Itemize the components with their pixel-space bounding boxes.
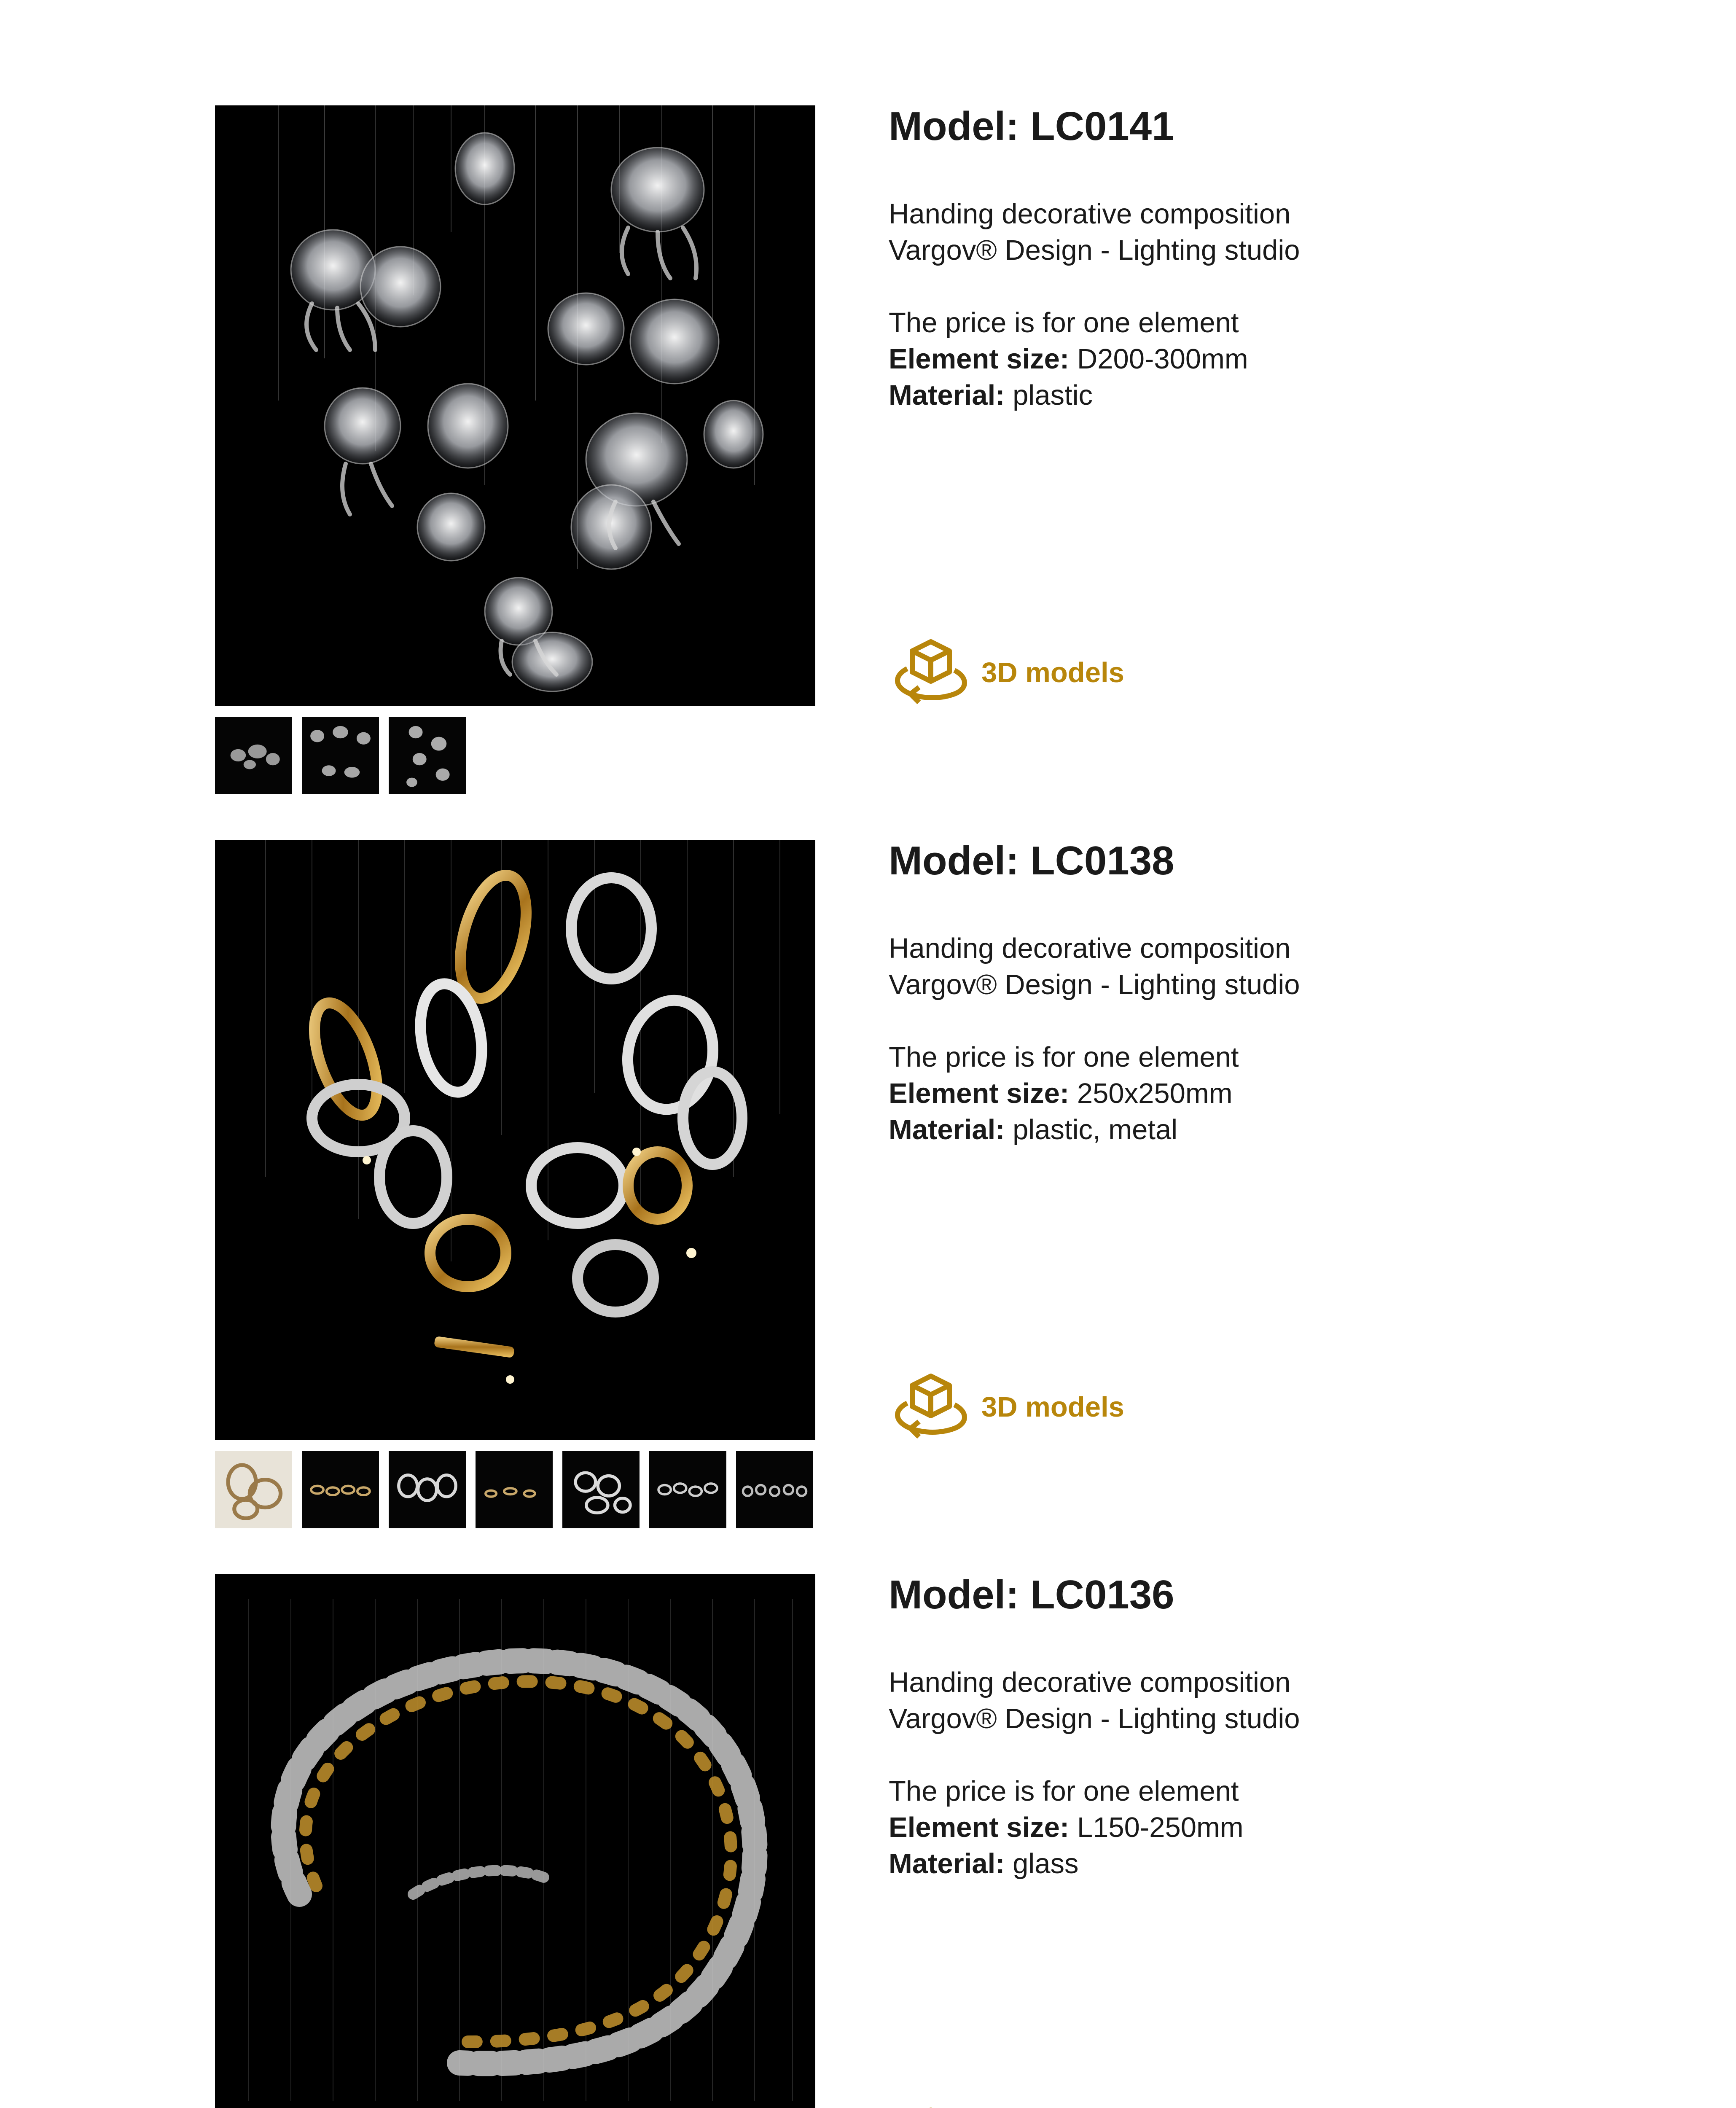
material-label: Material: bbox=[889, 1114, 1005, 1145]
3d-models-link[interactable] bbox=[889, 1371, 1124, 1443]
product-description bbox=[889, 196, 1300, 414]
thumbnail[interactable] bbox=[476, 1451, 553, 1528]
price-note: The price is for one element bbox=[889, 1775, 1239, 1807]
product-description bbox=[889, 930, 1300, 1148]
size-label: Element size: bbox=[889, 343, 1070, 375]
studio-line: Vargov® Design - Lighting studio bbox=[889, 234, 1300, 266]
thumbnail[interactable] bbox=[389, 1451, 466, 1528]
material-label: Material: bbox=[889, 1848, 1005, 1879]
size-label: Element size: bbox=[889, 1078, 1070, 1109]
size-value: D200-300mm bbox=[1069, 343, 1248, 375]
size-label: Element size: bbox=[889, 1812, 1070, 1843]
product-lc0141 bbox=[0, 105, 1736, 822]
rings-chandelier-image bbox=[215, 840, 815, 1440]
material bbox=[889, 1112, 1300, 1148]
3d-models-label: 3D models bbox=[981, 656, 1124, 688]
product-main-image[interactable] bbox=[215, 105, 815, 706]
3d-models-link[interactable] bbox=[889, 637, 1124, 708]
fish-swirl-chandelier-image bbox=[215, 1574, 815, 2108]
product-description bbox=[889, 1664, 1300, 1882]
thumbnail[interactable] bbox=[649, 1451, 726, 1528]
3d-cube-rotate-icon bbox=[889, 637, 973, 708]
material-value: plastic, metal bbox=[1005, 1114, 1178, 1145]
product-lc0136 bbox=[0, 1574, 1736, 2108]
element-size bbox=[889, 1076, 1300, 1112]
product-main-image[interactable] bbox=[215, 1574, 815, 2108]
material bbox=[889, 377, 1300, 414]
3d-models-label: 3D models bbox=[981, 1391, 1124, 1423]
element-size bbox=[889, 341, 1300, 377]
thumbnail[interactable] bbox=[302, 717, 379, 794]
material-label: Material: bbox=[889, 379, 1005, 411]
model-title: Model: LC0136 bbox=[889, 1572, 1174, 1617]
thumbnail[interactable] bbox=[389, 717, 466, 794]
element-size bbox=[889, 1810, 1300, 1846]
3d-cube-rotate-icon bbox=[889, 2105, 973, 2108]
3d-models-link[interactable] bbox=[889, 2105, 1124, 2108]
material-value: plastic bbox=[1005, 379, 1093, 411]
product-main-image[interactable] bbox=[215, 840, 815, 1440]
thumbnail[interactable] bbox=[215, 1451, 292, 1528]
studio-line: Vargov® Design - Lighting studio bbox=[889, 969, 1300, 1000]
studio-line: Vargov® Design - Lighting studio bbox=[889, 1703, 1300, 1734]
size-value: 250x250mm bbox=[1069, 1078, 1233, 1109]
material bbox=[889, 1846, 1300, 1882]
description-line: Handing decorative composition bbox=[889, 1667, 1291, 1698]
thumbnail[interactable] bbox=[562, 1451, 640, 1528]
product-lc0138 bbox=[0, 840, 1736, 1557]
size-value: L150-250mm bbox=[1069, 1812, 1244, 1843]
model-title: Model: LC0138 bbox=[889, 838, 1174, 883]
3d-cube-rotate-icon bbox=[889, 1371, 973, 1443]
thumbnail[interactable] bbox=[302, 1451, 379, 1528]
thumbnail[interactable] bbox=[736, 1451, 813, 1528]
description-line: Handing decorative composition bbox=[889, 198, 1291, 230]
price-note: The price is for one element bbox=[889, 1041, 1239, 1073]
material-value: glass bbox=[1005, 1848, 1079, 1879]
price-note: The price is for one element bbox=[889, 307, 1239, 339]
description-line: Handing decorative composition bbox=[889, 933, 1291, 964]
jellyfish-chandelier-image bbox=[215, 105, 815, 706]
thumbnail[interactable] bbox=[215, 717, 292, 794]
model-title: Model: LC0141 bbox=[889, 104, 1174, 149]
